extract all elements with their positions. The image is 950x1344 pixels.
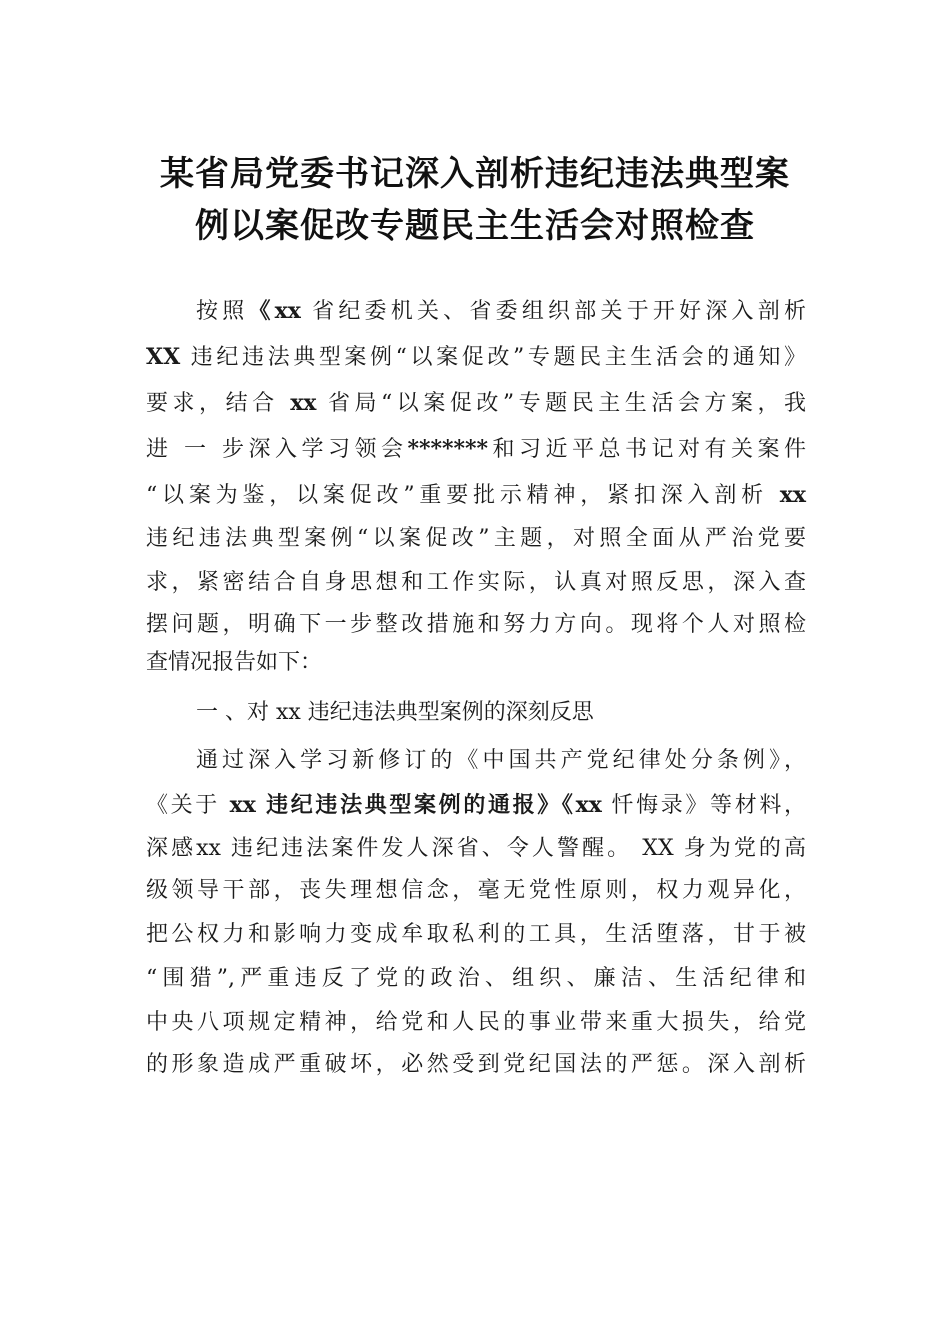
text-run: 《关于 <box>146 793 230 818</box>
paragraph-1-line-8: 摆问题，明确下一步整改措施和努力方向。现将个人对照检 <box>146 612 806 637</box>
paragraph-2-line-7: 中央八项规定精神，给党和人民的事业带来重大损失，给党 <box>146 1010 806 1035</box>
text-run: 按照 <box>196 299 249 324</box>
paragraph-1-line-3 <box>146 388 806 418</box>
text-run: 忏悔录》等材料， <box>601 793 806 818</box>
bold-text-run: XX <box>146 344 181 370</box>
paragraph-2-line-5: 把公权力和影响力变成牟取私利的工具，生活堕落，甘于被 <box>146 922 806 947</box>
paragraph-1-line-9: 查情况报告如下： <box>146 650 323 675</box>
bold-text-run: ******* <box>407 436 489 462</box>
text-run: 省纪委机关、省委组织部关于开好深入剖析 <box>300 299 806 324</box>
paragraph-1-line-4 <box>146 434 806 464</box>
document-title-line-2: 例以案促改专题民主生活会对照检查 <box>195 206 755 246</box>
document-title-line-1: 某省局党委书记深入剖析违纪违法典型案 <box>160 154 790 194</box>
paragraph-1-line-5 <box>146 480 806 510</box>
paragraph-1-line-2 <box>146 342 806 372</box>
paragraph-2-line-3: 深感xx 违纪违法案件发人深省、令人警醒。 XX 身为党的高 <box>146 836 806 861</box>
paragraph-2-line-2 <box>146 790 806 820</box>
text-run: 要求，结合 <box>146 391 291 416</box>
text-run: 进 一 步深入学习领会 <box>146 437 408 462</box>
bold-text-run: xx <box>779 482 806 508</box>
text-run: 省局“以案促改”专题民主生活会方案，我 <box>316 391 806 416</box>
paragraph-1-line-7: 求，紧密结合自身思想和工作实际，认真对照反思，深入查 <box>146 570 806 595</box>
text-run: 违纪违法典型案例“以案促改”专题民主生活会的通知》 <box>180 345 806 370</box>
paragraph-2-line-8: 的形象造成严重破坏，必然受到党纪国法的严惩。深入剖析 <box>146 1052 806 1077</box>
paragraph-2-line-4: 级领导干部，丧失理想信念，毫无党性原则，权力观异化， <box>146 878 806 903</box>
text-run: “以案为鉴，以案促改”重要批示精神，紧扣深入剖析 <box>146 483 780 508</box>
text-run: 和习近平总书记对有关案件 <box>488 437 806 462</box>
paragraph-2-line-6: “围猎”,严重违反了党的政治、组织、廉洁、生活纪律和 <box>146 966 806 991</box>
bold-text-run: 《xx <box>248 298 301 324</box>
paragraph-2-line-1: 通过深入学习新修订的《中国共产党纪律处分条例》， <box>196 748 806 773</box>
paragraph-1-line-6: 违纪违法典型案例“以案促改”主题，对照全面从严治党要 <box>146 526 806 551</box>
bold-text-run: xx <box>290 390 317 416</box>
section-heading-1: 一 、对 xx 违纪违法典型案例的深刻反思 <box>196 700 594 725</box>
bold-text-run: xx 违纪违法典型案例的通报》《xx <box>229 792 602 818</box>
paragraph-1-line-1 <box>196 296 806 326</box>
